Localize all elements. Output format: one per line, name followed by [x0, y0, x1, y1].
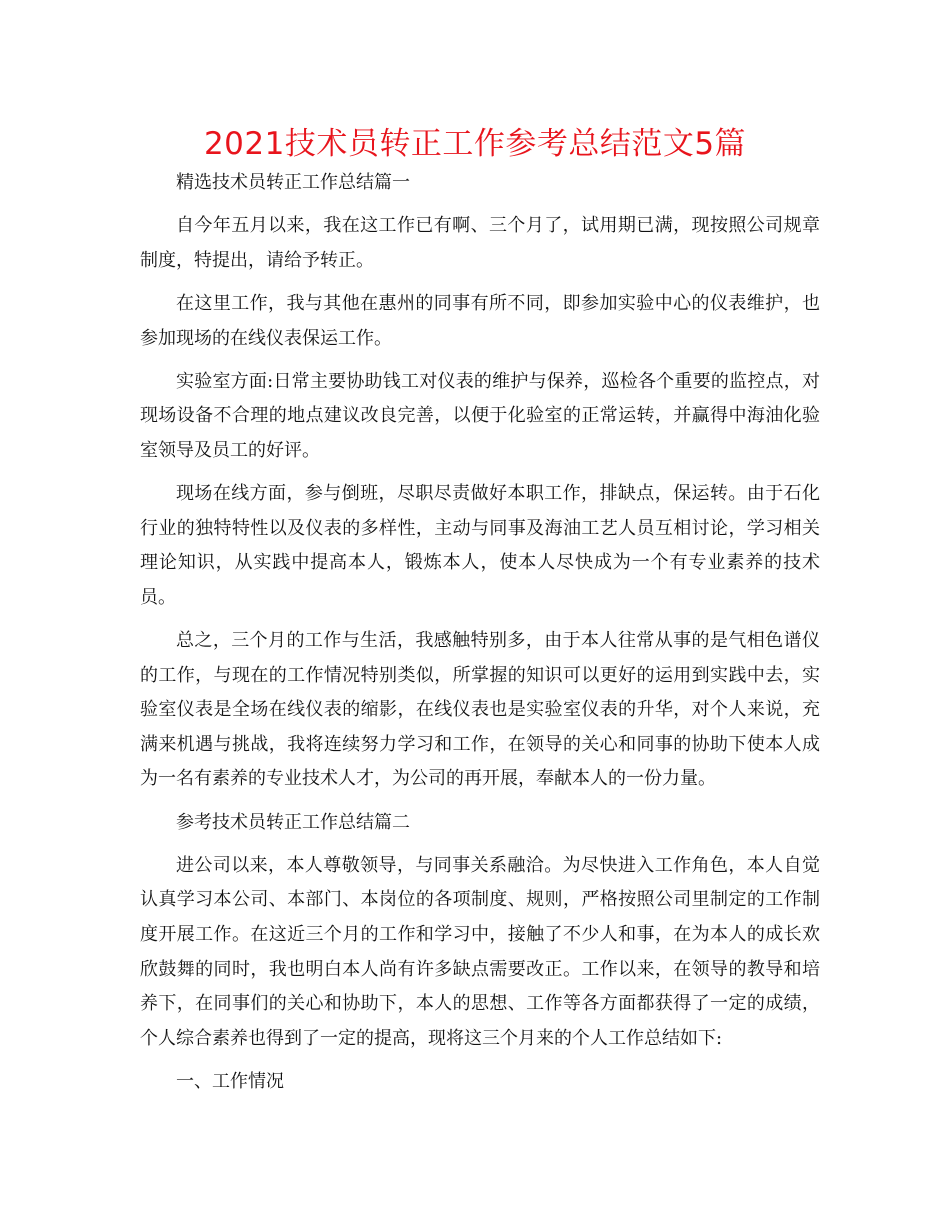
paragraph: 现场在线方面，参与倒班，尽职尽责做好本职工作，排缺点，保运转。由于石化行业的独特特性以及仪表的多样性，主动与同事及海油工艺人员互相讨论，学习相关理论知识，从实践中提高本人，锻炼本人，使本人尽快成为一个有专业素养的技术员。 — [140, 483, 820, 608]
paragraph: 实验室方面:日常主要协助钱工对仪表的维护与保养，巡检各个重要的监控点，对现场设备不合理的地点建议改良完善，以便于化验室的正常运转，并赢得中海油化验室领导及员工的好评。 — [140, 370, 820, 461]
paragraph: 进公司以来，本人尊敬领导，与同事关系融洽。为尽快进入工作角色，本人自觉认真学习本公司、本部门、本岗位的各项制度、规则，严格按照公司里制定的工作制度开展工作。在这近三个月的工作和学习中，接触了不少人和事，在为本人的成长欢欣鼓舞的同时，我也明白本人尚有许多缺点需要改正。工作以来，在领导的教导和培养下，在同事们的关心和协助下，本人的思想、工作等各方面都获得了一定的成绩，个人综合素养也得到了一定的提高，现将这三个月来的个人工作总结如下: — [140, 854, 820, 1049]
paragraph: 自今年五月以来，我在这工作已有啊、三个月了，试用期已满，现按照公司规章制度，特提出，请给予转正。 — [140, 215, 820, 271]
document-title: 2021技术员转正工作参考总结范文5篇 — [203, 126, 747, 162]
section-heading-1: 精选技术员转正工作总结篇一 — [176, 172, 410, 193]
subsection-heading: 一、工作情况 — [176, 1071, 284, 1092]
paragraph: 在这里工作，我与其他在惠州的同事有所不同，即参加实验中心的仪表维护，也参加现场的在线仪表保运工作。 — [140, 292, 820, 349]
section-heading-2: 参考技术员转正工作总结篇二 — [176, 811, 410, 833]
paragraph: 总之，三个月的工作与生活，我感触特别多，由于本人往常从事的是气相色谱仪的工作，与现在的工作情况特别类似，所掌握的知识可以更好的运用到实践中去，实验室仪表是全场在线仪表的缩影，在线仪表也是实验室仪表的升华，对个人来说，充满来机遇与挑战，我将连续努力学习和工作，在领导的关心和同事的协助下使本人成为一名有素养的专业技术人才，为公司的再开展，奉献本人的一份力量。 — [140, 630, 820, 790]
document-body — [140, 166, 820, 1108]
